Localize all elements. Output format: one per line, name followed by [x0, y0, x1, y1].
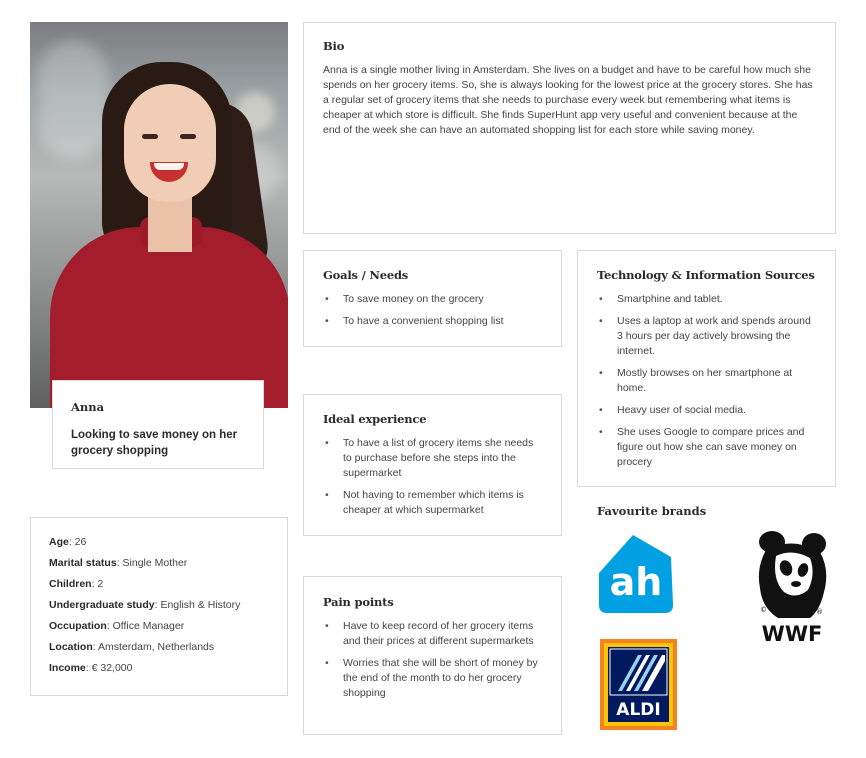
- list-item: • Mostly browses on her smartphone at home.: [597, 366, 816, 396]
- pain-points-card: [303, 576, 562, 735]
- list-item: • Worries that she will be short of money by the end of the month to do her grocery shopping: [323, 656, 542, 701]
- svg-text:®: ®: [816, 608, 823, 616]
- persona-name-card: [52, 380, 264, 469]
- goals-card: [303, 250, 562, 347]
- wwf-logo: [750, 530, 834, 645]
- ideal-title: Ideal experience: [323, 412, 427, 426]
- info-row: Children: 2: [49, 578, 104, 590]
- bio-text: Anna is a single mother living in Amsterdam. She lives on a budget and have to be careful how much she spends on her grocery items. So, she is always looking for the lowest price at the grocery stores. She has a regular set of grocery items that she needs to purchase every week but remembering what items is cheaper at which store is difficult. She finds SuperHunt app very useful and convenient because at the end of the week she can have an automated shopping list for each store while saving money.: [323, 64, 813, 136]
- list-item: • To have a list of grocery items she needs to purchase before she steps into the supermarket: [323, 436, 542, 481]
- albert-heijn-logo: [597, 533, 675, 617]
- ideal-experience-card: [303, 394, 562, 536]
- info-row: Income: € 32,000: [49, 662, 133, 674]
- list-item: • Heavy user of social media.: [597, 403, 816, 418]
- list-item: • She uses Google to compare prices and figure out how she can save money on procery: [597, 425, 816, 470]
- info-row: Occupation: Office Manager: [49, 620, 185, 632]
- pain-title: Pain points: [323, 595, 394, 609]
- info-row: Age: 26: [49, 536, 87, 548]
- technology-card: [577, 250, 836, 487]
- list-item: • Uses a laptop at work and spends around 3 hours per day actively browsing the internet.: [597, 314, 816, 359]
- list-item: • Have to keep record of her grocery items and their prices at different supermarkets: [323, 619, 542, 649]
- list-item: • Not having to remember which items is cheaper at which supermarket: [323, 488, 542, 518]
- aldi-logo: [600, 639, 677, 730]
- info-row: Undergraduate study: English & History: [49, 599, 241, 611]
- demographics-card: [30, 517, 288, 696]
- list-item: • To have a convenient shopping list: [323, 314, 542, 329]
- favourite-brands-title: Favourite brands: [597, 504, 707, 518]
- persona-name: Anna: [71, 400, 105, 414]
- list-item: • To save money on the grocery: [323, 292, 542, 307]
- svg-text:ah: ah: [609, 560, 663, 604]
- bio-card: [303, 22, 836, 234]
- svg-text:©: ©: [760, 606, 767, 614]
- persona-tagline: Looking to save money on her grocery shopping: [71, 429, 238, 457]
- persona-photo: [30, 22, 288, 408]
- svg-text:ALDI: ALDI: [616, 700, 661, 720]
- bio-title: Bio: [323, 39, 345, 53]
- technology-title: Technology & Information Sources: [597, 268, 815, 282]
- list-item: • Smartphine and tablet.: [597, 292, 816, 307]
- info-row: Marital status: Single Mother: [49, 557, 188, 569]
- svg-text:WWF: WWF: [761, 622, 823, 645]
- goals-title: Goals / Needs: [323, 268, 409, 282]
- info-row: Location: Amsterdam, Netherlands: [49, 641, 215, 653]
